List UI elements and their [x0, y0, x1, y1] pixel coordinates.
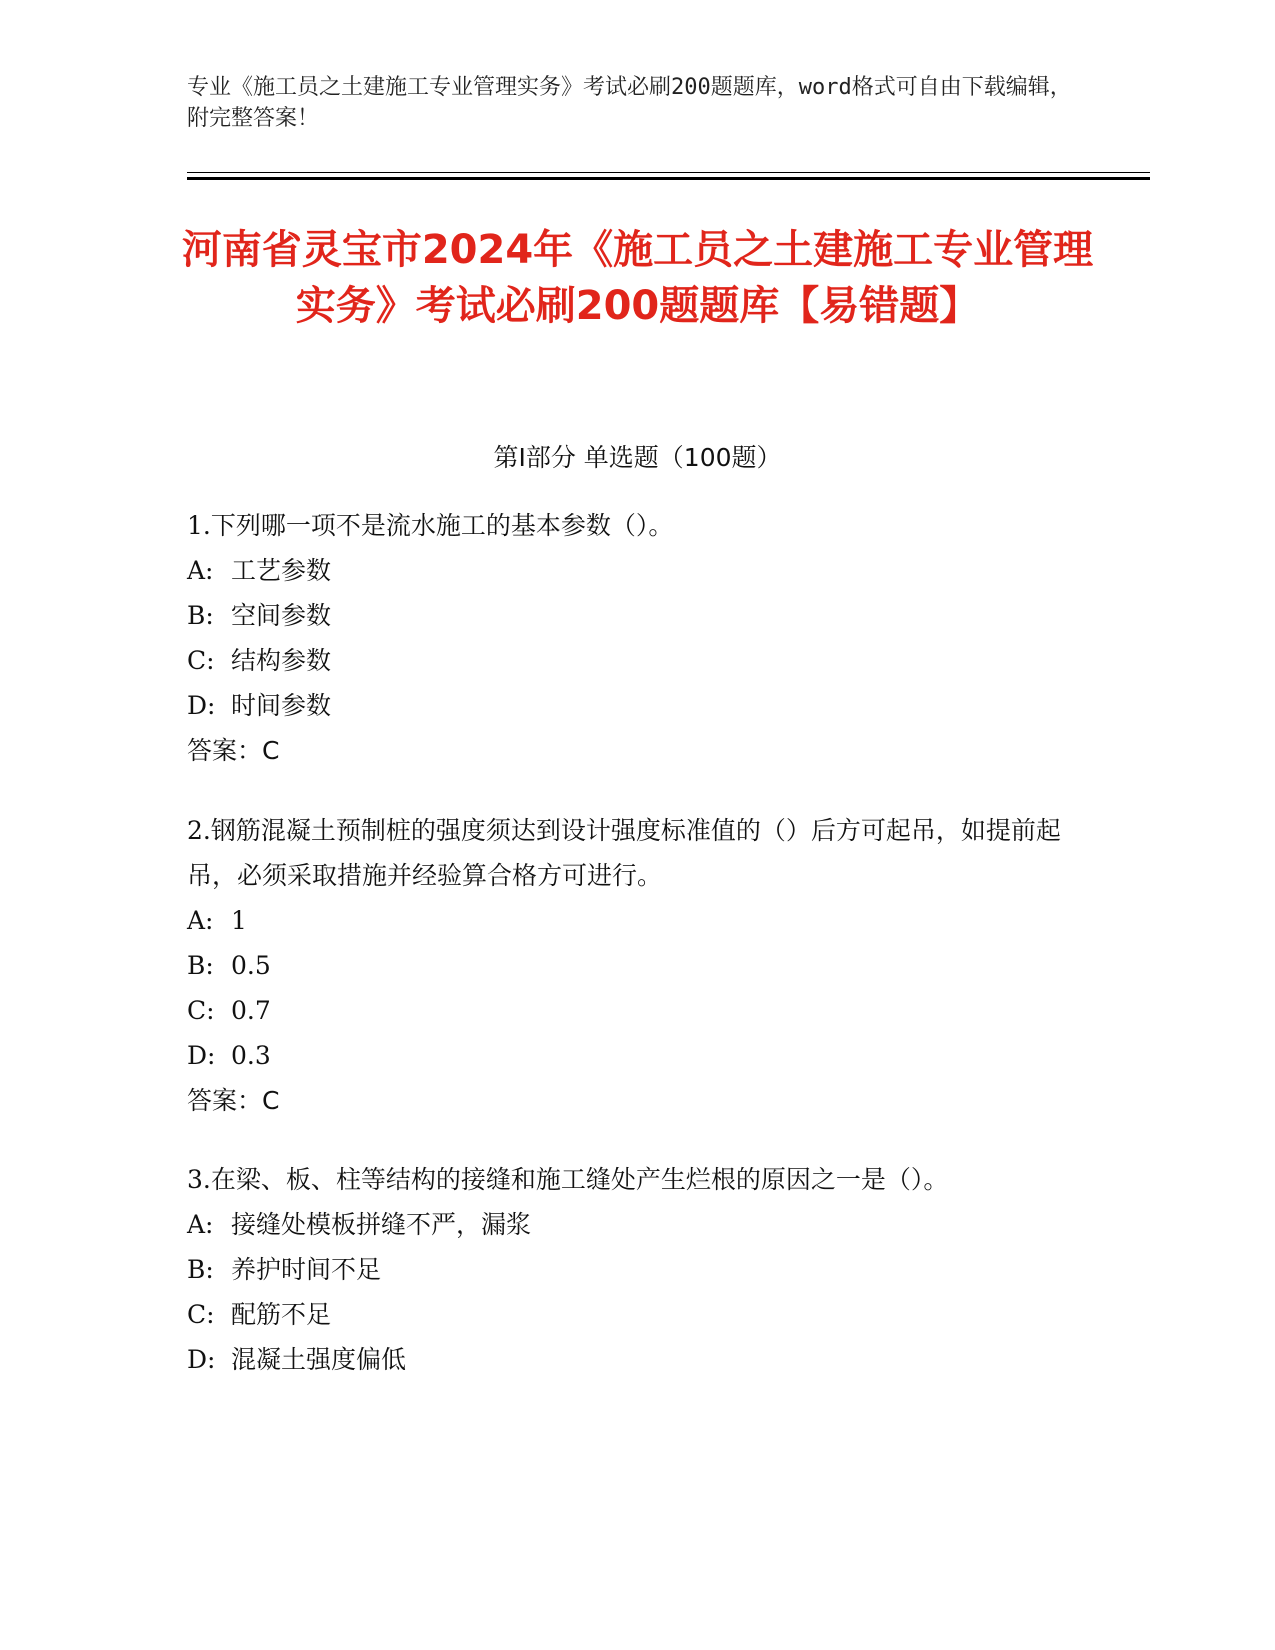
option-letter: A: — [187, 556, 214, 585]
question-2 — [187, 808, 1087, 1123]
option-a — [187, 1202, 1087, 1247]
option-letter: B: — [187, 1255, 214, 1284]
header-divider-thin — [187, 172, 1150, 173]
option-text: 空间参数 — [231, 601, 332, 630]
option-d — [187, 683, 1087, 728]
option-text: 时间参数 — [231, 691, 332, 720]
option-text: 工艺参数 — [231, 556, 332, 585]
option-letter: C: — [187, 646, 215, 675]
option-letter: A: — [187, 1210, 214, 1239]
question-3 — [187, 1157, 1087, 1382]
option-letter: B: — [187, 601, 214, 630]
option-c — [187, 988, 1087, 1033]
answer-line: 答案：C — [187, 736, 280, 765]
option-text: 0.3 — [231, 1041, 271, 1070]
answer-line: 答案：C — [187, 1086, 280, 1115]
option-letter: B: — [187, 951, 214, 980]
option-letter: D: — [187, 691, 216, 720]
document-title: 河南省灵宝市2024年《施工员之土建施工专业管理实务》考试必刷200题题库【易错题】 — [181, 227, 1094, 329]
option-letter: C: — [187, 996, 215, 1025]
section-heading: 第Ⅰ部分 单选题（100题） — [493, 443, 782, 472]
option-b — [187, 1247, 1087, 1292]
option-c — [187, 638, 1087, 683]
option-text: 接缝处模板拼缝不严，漏浆 — [231, 1210, 532, 1239]
option-letter: D: — [187, 1041, 216, 1070]
option-text: 1 — [231, 906, 247, 935]
question-stem: 2.钢筋混凝土预制桩的强度须达到设计强度标准值的（）后方可起吊，如提前起吊，必须采取措施并经验算合格方可进行。 — [187, 816, 1061, 890]
option-text: 结构参数 — [231, 646, 332, 675]
option-letter: A: — [187, 906, 214, 935]
option-d — [187, 1033, 1087, 1078]
question-stem: 1.下列哪一项不是流水施工的基本参数（）。 — [187, 511, 674, 540]
option-a — [187, 898, 1087, 943]
option-a — [187, 548, 1087, 593]
option-b — [187, 593, 1087, 638]
option-text: 配筋不足 — [231, 1300, 332, 1329]
option-text: 混凝土强度偏低 — [231, 1345, 407, 1374]
option-letter: D: — [187, 1345, 216, 1374]
question-1 — [187, 503, 1087, 773]
question-stem: 3.在梁、板、柱等结构的接缝和施工缝处产生烂根的原因之一是（）。 — [187, 1165, 949, 1194]
option-b — [187, 943, 1087, 988]
option-letter: C: — [187, 1300, 215, 1329]
option-d — [187, 1337, 1087, 1382]
option-c — [187, 1292, 1087, 1337]
option-text: 0.5 — [231, 951, 271, 980]
option-text: 0.7 — [231, 996, 271, 1025]
option-text: 养护时间不足 — [231, 1255, 382, 1284]
header-divider-thick — [187, 177, 1150, 180]
header-note: 专业《施工员之土建施工专业管理实务》考试必刷200题题库，word格式可自由下载编辑，附完整答案！ — [187, 75, 1072, 131]
